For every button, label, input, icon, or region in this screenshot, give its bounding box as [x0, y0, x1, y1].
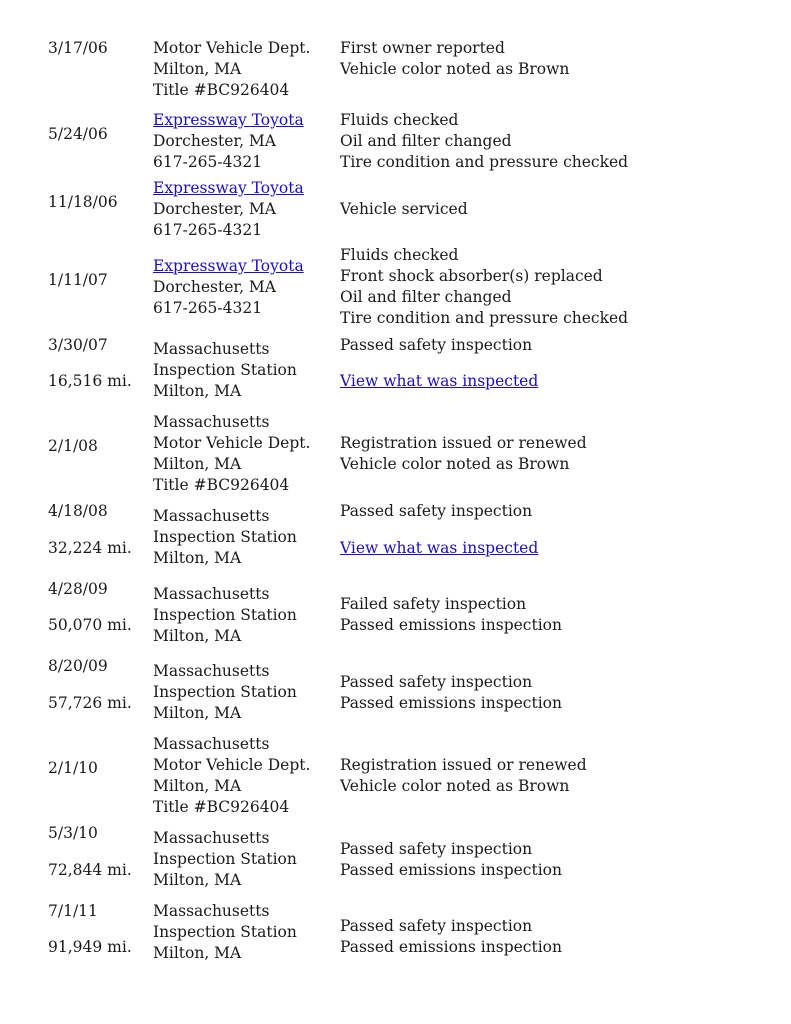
source-location: Dorchester, MA — [153, 200, 276, 218]
record-mileage: 32,224 mi. — [48, 539, 132, 557]
event-detail: Passed emissions inspection — [340, 694, 562, 712]
source-name: Inspection Station — [153, 923, 297, 941]
event-detail: Passed safety inspection — [340, 502, 533, 520]
source-name: Massachusetts — [153, 507, 270, 525]
record-date: 4/28/09 — [48, 580, 108, 598]
event-detail: Passed safety inspection — [340, 673, 533, 691]
event-detail: Passed emissions inspection — [340, 616, 562, 634]
event-detail: Oil and filter changed — [340, 132, 512, 150]
record-mileage: 16,516 mi. — [48, 372, 132, 390]
record-date: 4/18/08 — [48, 502, 108, 520]
history-record — [0, 178, 791, 242]
source-name: Massachusetts — [153, 662, 270, 680]
record-date: 3/30/07 — [48, 336, 108, 354]
source-location: Dorchester, MA — [153, 132, 276, 150]
history-record — [0, 38, 791, 102]
source-title-number: Title #BC926404 — [153, 81, 290, 99]
record-date: 11/18/06 — [48, 193, 118, 211]
record-date: 8/20/09 — [48, 657, 108, 675]
source-name: Inspection Station — [153, 606, 297, 624]
history-record — [0, 412, 791, 498]
event-detail: Passed emissions inspection — [340, 861, 562, 879]
record-date: 3/17/06 — [48, 39, 108, 57]
source-phone: 617-265-4321 — [153, 153, 263, 171]
event-detail: Registration issued or renewed — [340, 434, 587, 452]
source-name: Massachusetts — [153, 585, 270, 603]
history-record — [0, 245, 791, 331]
event-detail: First owner reported — [340, 39, 505, 57]
record-date: 5/3/10 — [48, 824, 98, 842]
record-date: 5/24/06 — [48, 125, 108, 143]
history-record — [0, 501, 791, 569]
source-name: Motor Vehicle Dept. — [153, 756, 311, 774]
record-mileage: 50,070 mi. — [48, 616, 132, 634]
source-location: Milton, MA — [153, 944, 242, 962]
source-location: Milton, MA — [153, 382, 242, 400]
source-location: Milton, MA — [153, 777, 242, 795]
source-name: Inspection Station — [153, 528, 297, 546]
source-name: Motor Vehicle Dept. — [153, 39, 311, 57]
event-detail: Passed safety inspection — [340, 336, 533, 354]
event-detail: Vehicle serviced — [340, 200, 468, 218]
source-name: Inspection Station — [153, 361, 297, 379]
view-inspection-link[interactable]: View what was inspected — [340, 539, 539, 557]
event-detail: Registration issued or renewed — [340, 756, 587, 774]
dealer-link[interactable]: Expressway Toyota — [153, 257, 304, 275]
event-detail: Vehicle color noted as Brown — [340, 60, 570, 78]
history-record — [0, 335, 791, 403]
source-location: Milton, MA — [153, 455, 242, 473]
source-phone: 617-265-4321 — [153, 221, 263, 239]
view-inspection-link[interactable]: View what was inspected — [340, 372, 539, 390]
history-record — [0, 734, 791, 820]
source-name: Massachusetts — [153, 413, 270, 431]
record-mileage: 91,949 mi. — [48, 938, 132, 956]
event-detail: Oil and filter changed — [340, 288, 512, 306]
event-detail: Vehicle color noted as Brown — [340, 777, 570, 795]
source-name: Inspection Station — [153, 850, 297, 868]
history-record — [0, 901, 791, 969]
event-detail: Tire condition and pressure checked — [340, 309, 629, 327]
source-location: Milton, MA — [153, 704, 242, 722]
history-record — [0, 823, 791, 891]
event-detail: Fluids checked — [340, 246, 459, 264]
record-date: 2/1/08 — [48, 437, 98, 455]
event-detail: Passed emissions inspection — [340, 938, 562, 956]
source-name: Massachusetts — [153, 829, 270, 847]
record-date: 1/11/07 — [48, 271, 108, 289]
dealer-link[interactable]: Expressway Toyota — [153, 111, 304, 129]
event-detail: Tire condition and pressure checked — [340, 153, 629, 171]
record-mileage: 57,726 mi. — [48, 694, 132, 712]
source-location: Dorchester, MA — [153, 278, 276, 296]
history-record — [0, 579, 791, 647]
source-name: Massachusetts — [153, 340, 270, 358]
source-phone: 617-265-4321 — [153, 299, 263, 317]
event-detail: Passed safety inspection — [340, 917, 533, 935]
event-detail: Vehicle color noted as Brown — [340, 455, 570, 473]
source-name: Massachusetts — [153, 902, 270, 920]
source-name: Massachusetts — [153, 735, 270, 753]
dealer-link[interactable]: Expressway Toyota — [153, 179, 304, 197]
history-record — [0, 110, 791, 174]
event-detail: Passed safety inspection — [340, 840, 533, 858]
record-date: 7/1/11 — [48, 902, 98, 920]
history-record — [0, 656, 791, 724]
record-date: 2/1/10 — [48, 759, 98, 777]
source-location: Milton, MA — [153, 60, 242, 78]
source-location: Milton, MA — [153, 627, 242, 645]
source-title-number: Title #BC926404 — [153, 798, 290, 816]
source-name: Motor Vehicle Dept. — [153, 434, 311, 452]
source-title-number: Title #BC926404 — [153, 476, 290, 494]
event-detail: Front shock absorber(s) replaced — [340, 267, 603, 285]
source-location: Milton, MA — [153, 871, 242, 889]
source-name: Inspection Station — [153, 683, 297, 701]
source-location: Milton, MA — [153, 549, 242, 567]
event-detail: Failed safety inspection — [340, 595, 527, 613]
record-mileage: 72,844 mi. — [48, 861, 132, 879]
event-detail: Fluids checked — [340, 111, 459, 129]
